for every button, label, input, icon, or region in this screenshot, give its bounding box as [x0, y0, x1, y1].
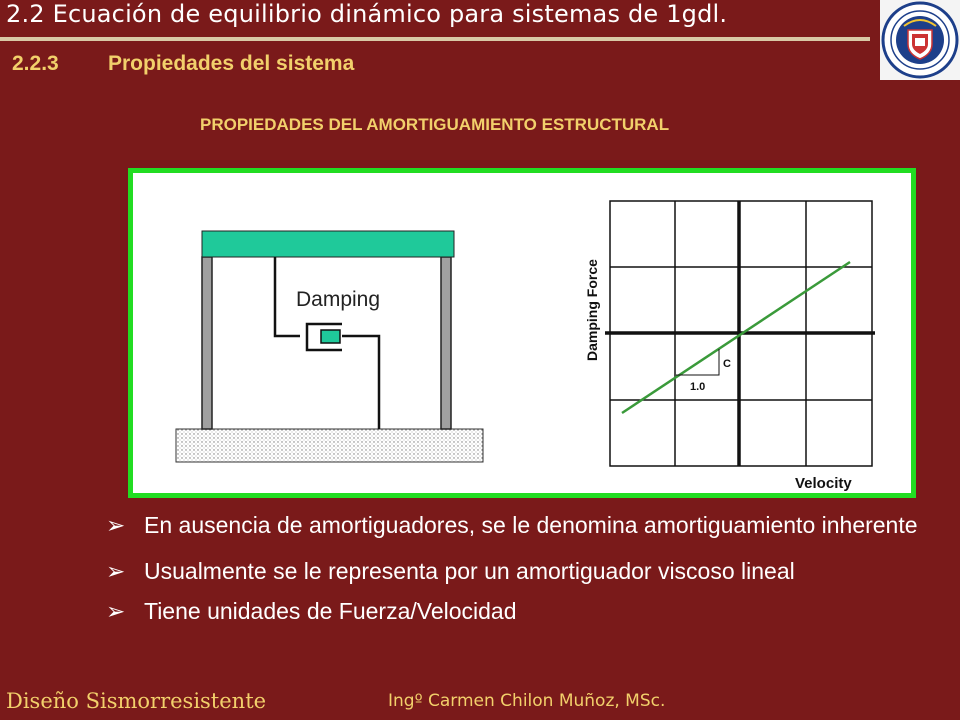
damper-piston: [321, 330, 340, 343]
seal-icon: [880, 0, 960, 80]
frame-diagram: [176, 231, 483, 462]
run-label: 1.0: [690, 381, 706, 393]
footer-course: Diseño Sismorresistente: [6, 689, 267, 713]
bullet-item: [100, 596, 960, 627]
subtitle: [12, 52, 354, 76]
title-divider: [0, 37, 870, 41]
roof-beam: [202, 231, 454, 257]
bullet-list: [100, 510, 960, 627]
right-column: [441, 257, 451, 429]
damper-rod-lower: [342, 336, 379, 429]
arrow-bullet-icon: ➢: [106, 512, 126, 538]
bullet-item: [100, 556, 960, 587]
left-column: [202, 257, 212, 429]
figure-canvas: [133, 173, 911, 493]
slope-label: C: [723, 358, 731, 370]
damping-figure: [128, 168, 916, 498]
y-axis-label: Damping Force: [584, 259, 600, 361]
bullet-item: [100, 510, 960, 541]
damping-label: Damping: [296, 288, 381, 311]
university-logo: [880, 0, 960, 80]
force-velocity-graph: [584, 201, 875, 492]
foundation: [176, 429, 483, 462]
bullet-text: En ausencia de amortiguadores, se le denomina amortiguamiento inherente: [144, 512, 918, 538]
slide-title: 2.2 Ecuación de equilibrio dinámico para sistemas de 1gdl.: [6, 0, 728, 28]
arrow-bullet-icon: ➢: [106, 598, 126, 624]
bullet-text: Tiene unidades de Fuerza/Velocidad: [144, 598, 517, 624]
bullet-text: Usualmente se le representa por un amortiguador viscoso lineal: [144, 558, 795, 584]
arrow-bullet-icon: ➢: [106, 558, 126, 584]
section-heading: PROPIEDADES DEL AMORTIGUAMIENTO ESTRUCTURAL: [200, 115, 670, 134]
subtitle-number: 2.2.3: [12, 52, 59, 75]
subtitle-text: Propiedades del sistema: [108, 52, 355, 75]
x-axis-label: Velocity: [795, 475, 852, 492]
footer-author: Ingº Carmen Chilon Muñoz, MSc.: [388, 691, 666, 711]
damping-force-line: [622, 262, 850, 413]
